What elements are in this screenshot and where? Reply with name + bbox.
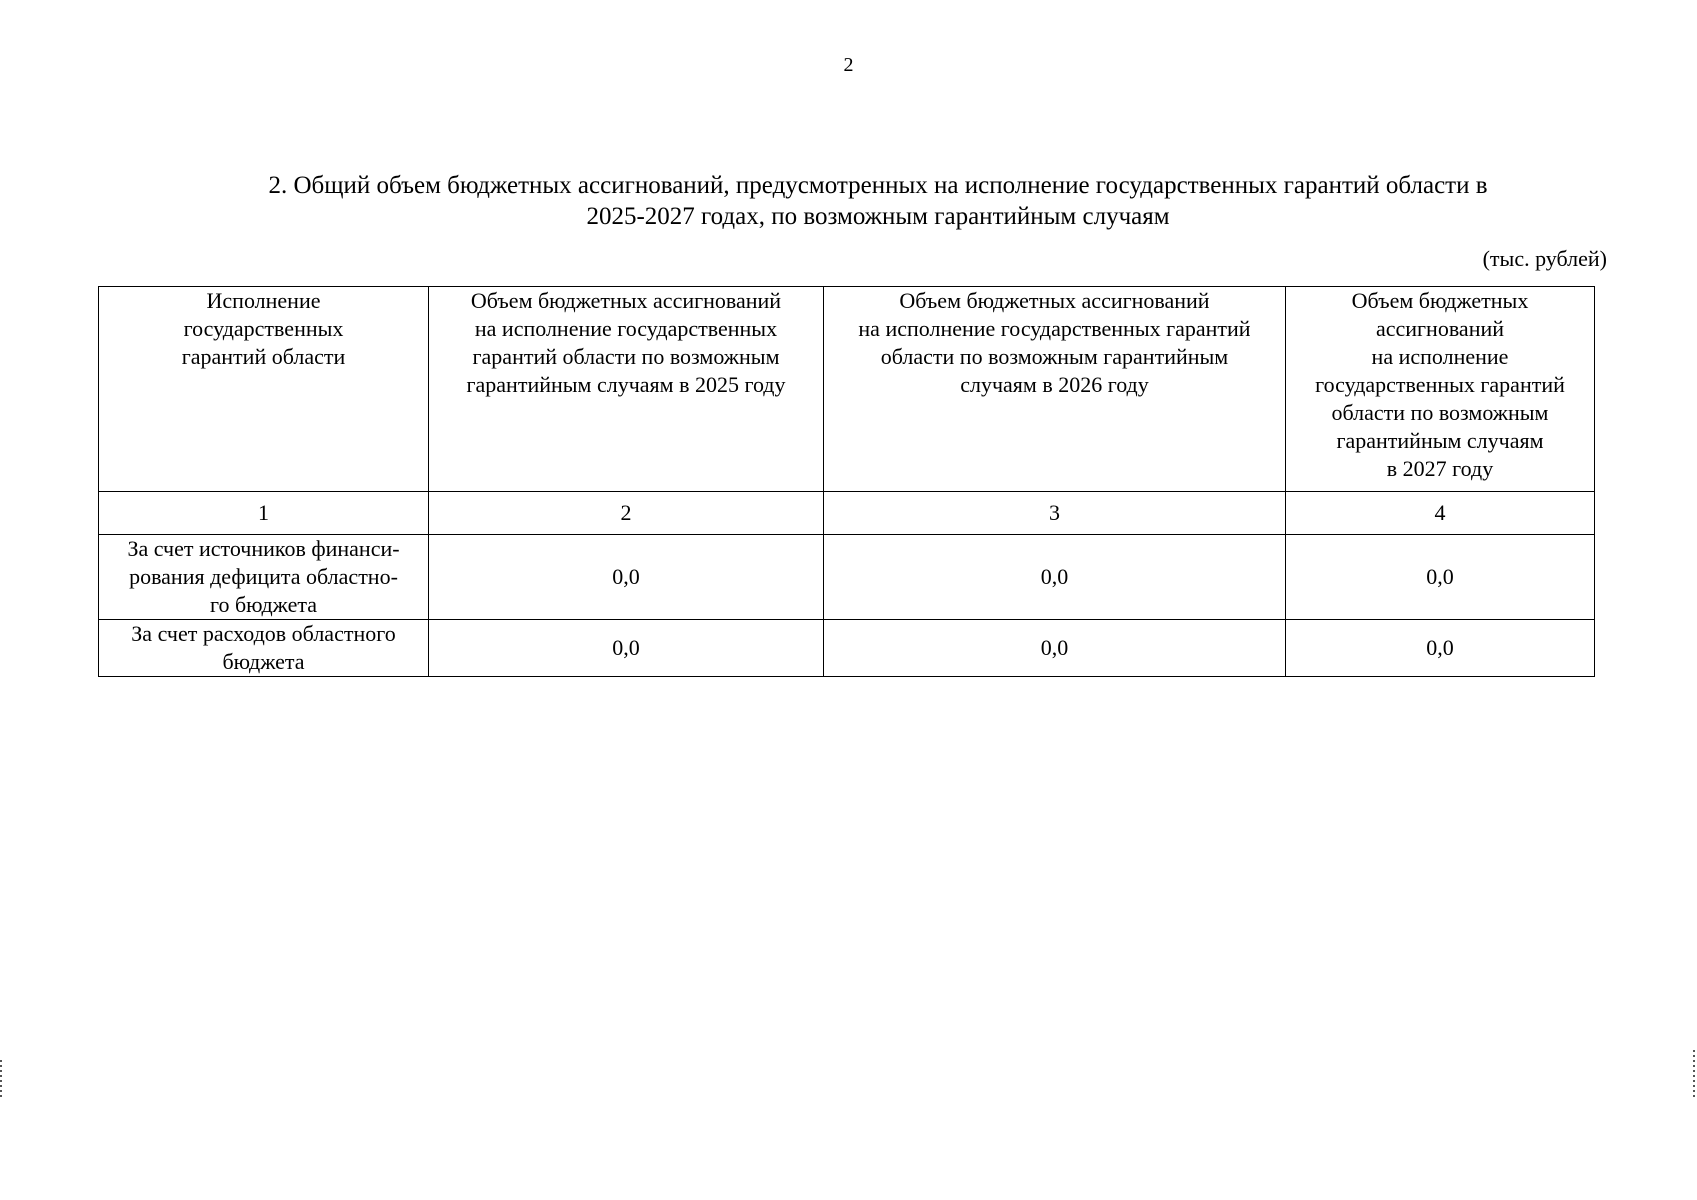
budget-table [98, 286, 1595, 677]
header-volume-2026: Объем бюджетных ассигнований на исполнение государственных гарантий области по возможным гарантийным случаям в 2026 году [824, 287, 1286, 492]
value-2026: 0,0 [824, 535, 1286, 620]
scan-edge-mark-left [0, 1060, 2, 1100]
value-2025: 0,0 [429, 620, 824, 677]
value-2027: 0,0 [1286, 620, 1595, 677]
section-heading-line-2: 2025-2027 годах, по возможным гарантийным случаям [586, 203, 1170, 230]
value-2025: 0,0 [429, 535, 824, 620]
row-label: За счет источников финанси- рования дефицита областно- го бюджета [99, 535, 429, 620]
value-2027: 0,0 [1286, 535, 1595, 620]
scan-edge-mark-right [1693, 1050, 1695, 1100]
header-guarantee-execution: Исполнение государственных гарантий области [99, 287, 429, 492]
section-heading [98, 170, 1658, 232]
column-number: 1 [99, 492, 429, 535]
table-header-row [99, 287, 1595, 492]
column-number: 3 [824, 492, 1286, 535]
table-row [99, 620, 1595, 677]
value-2026: 0,0 [824, 620, 1286, 677]
units-label: (тыс. рублей) [1482, 246, 1607, 271]
table-row [99, 535, 1595, 620]
header-volume-2025: Объем бюджетных ассигнований на исполнение государственных гарантий области по возможным гарантийным случаям в 2025 году [429, 287, 824, 492]
page-number: 2 [843, 54, 854, 76]
column-number: 2 [429, 492, 824, 535]
column-number: 4 [1286, 492, 1595, 535]
column-number-row [99, 492, 1595, 535]
row-label: За счет расходов областного бюджета [99, 620, 429, 677]
section-heading-line-1: 2. Общий объем бюджетных ассигнований, предусмотренных на исполнение государственных гарантий области в [268, 172, 1488, 199]
header-volume-2027: Объем бюджетных ассигнований на исполнение государственных гарантий области по возможным гарантийным случаям в 2027 году [1286, 287, 1595, 492]
